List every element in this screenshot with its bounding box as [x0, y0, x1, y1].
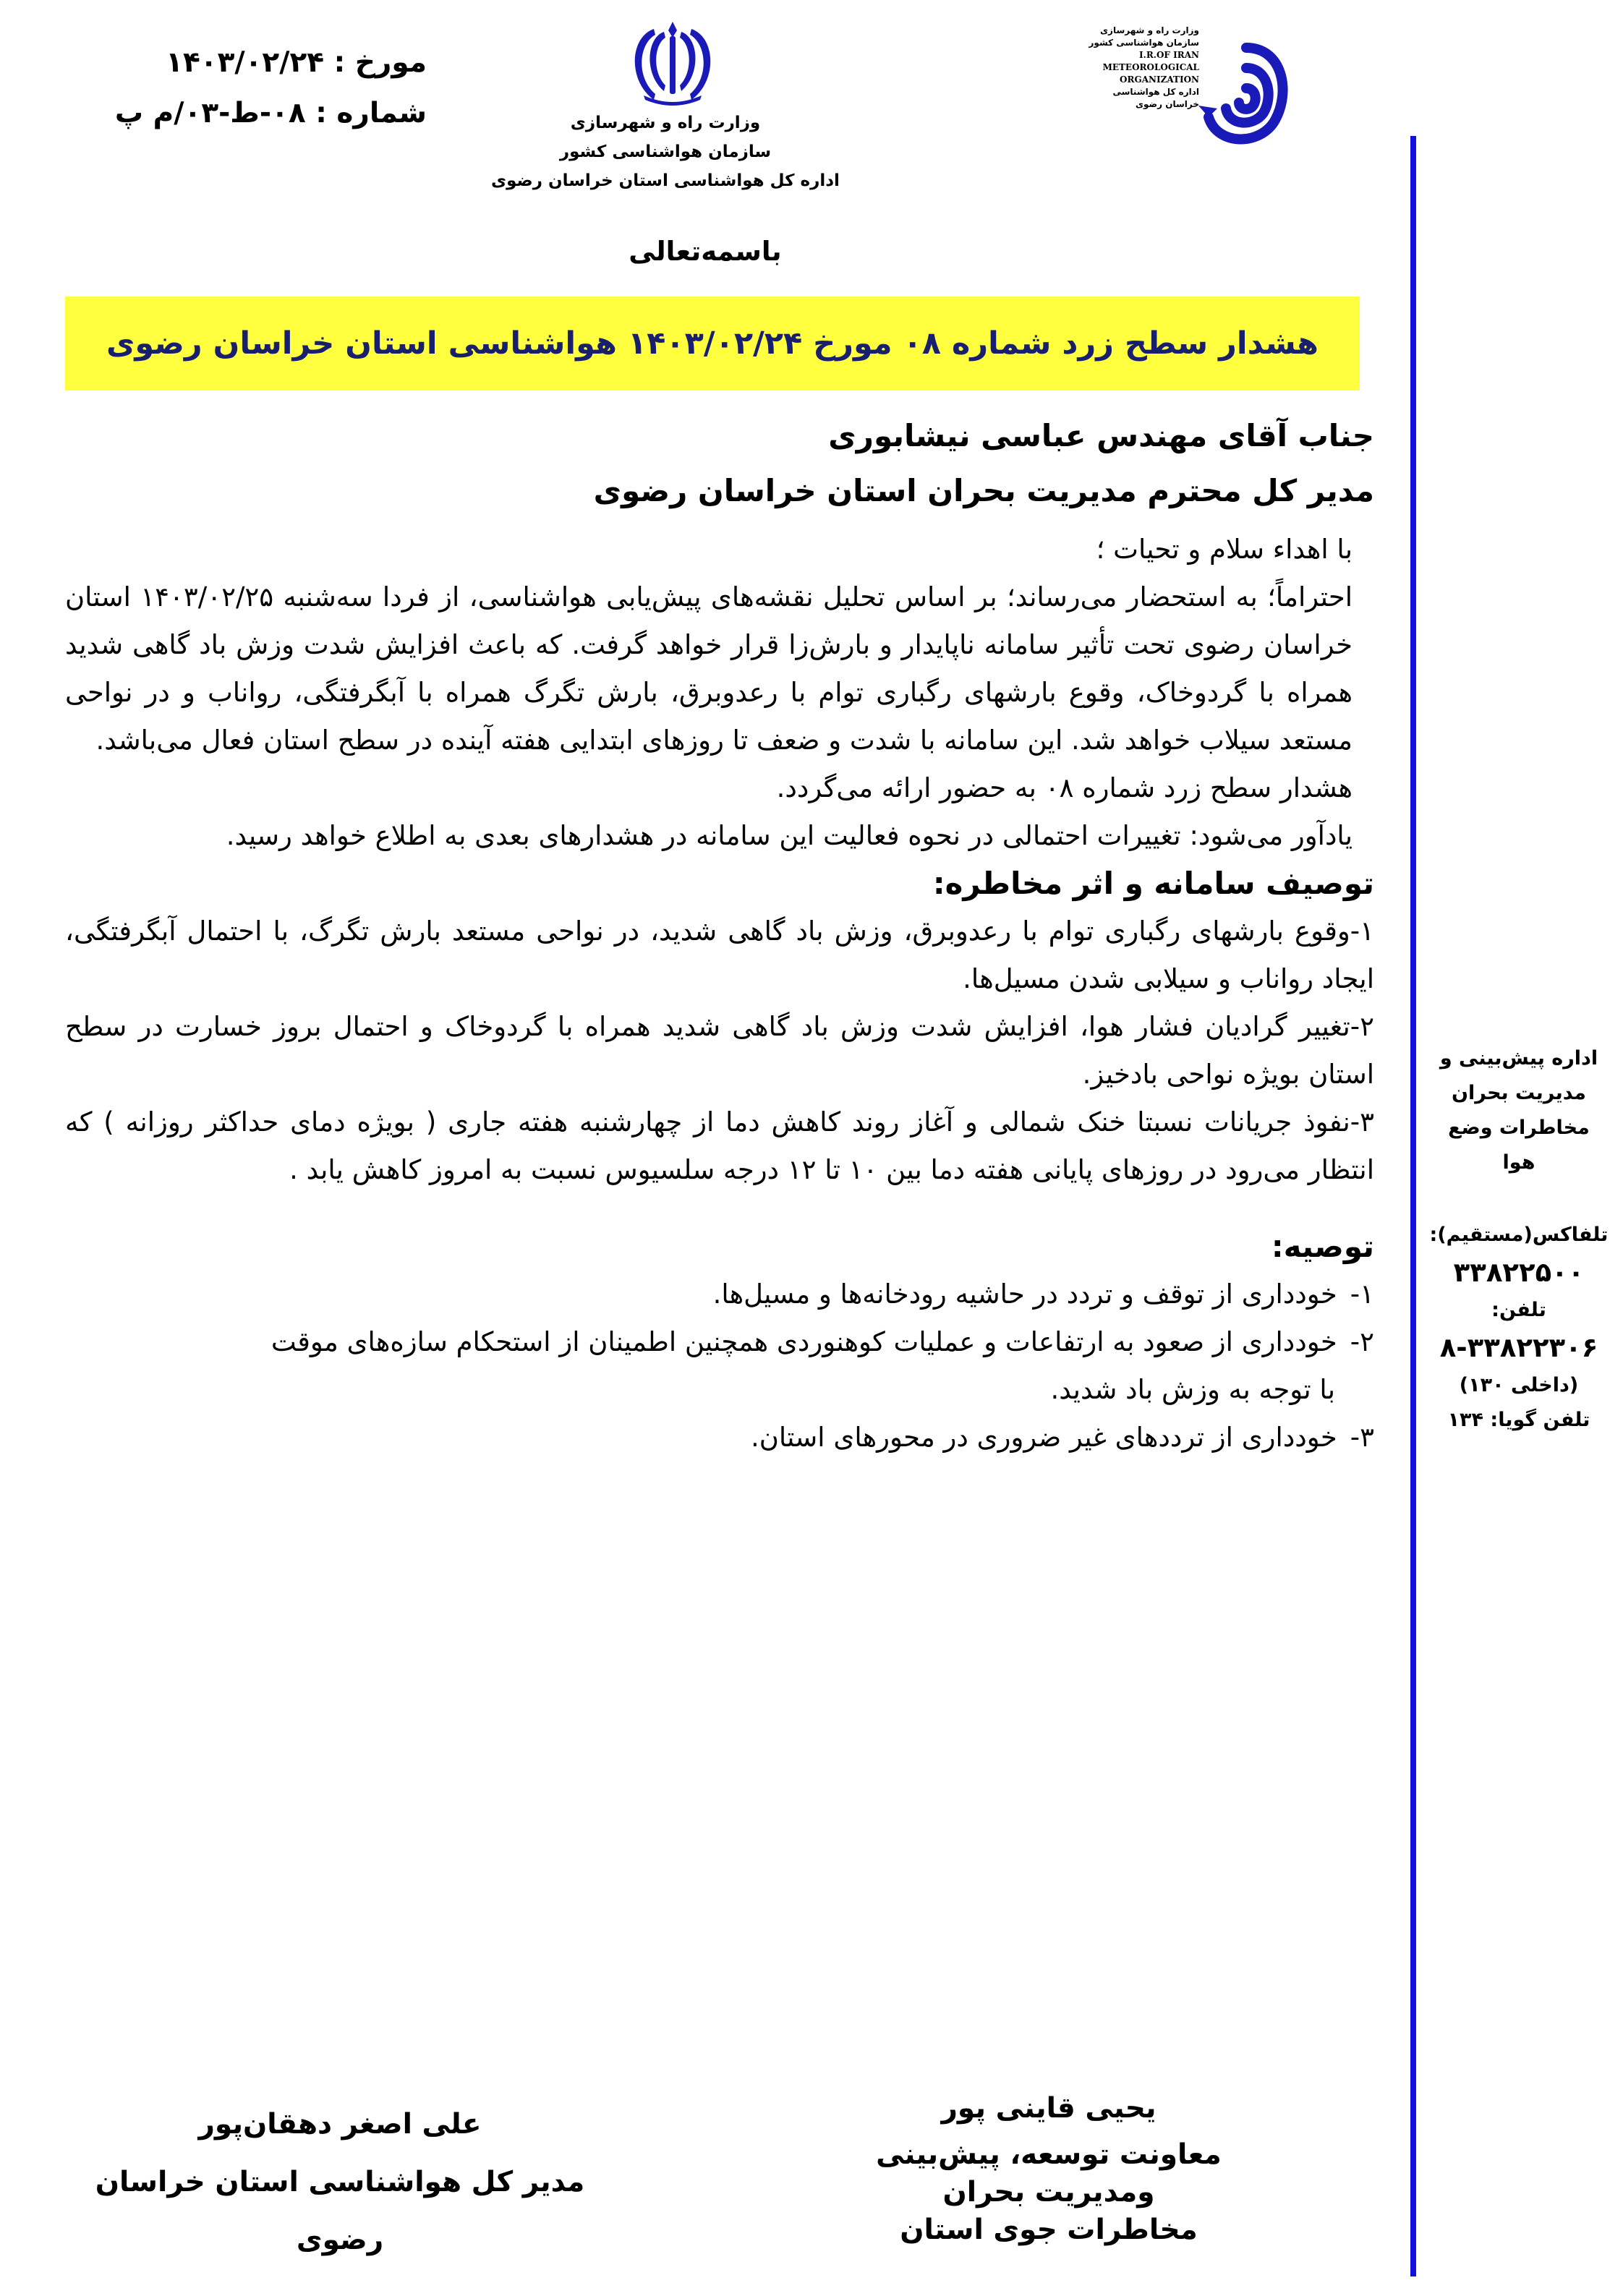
- recommendations-list: [65, 1271, 1374, 1461]
- sidebar-gap: [1421, 1180, 1616, 1218]
- signature-deputy-title-1: معاونت توسعه، پیش‌بینی ومدیریت بحران: [876, 2138, 1222, 2208]
- letter-body: [65, 409, 1374, 1461]
- logo-fa-ministry: وزارت راه و شهرسازی: [1100, 25, 1199, 35]
- sidebar-phone-label: تلفن:: [1491, 1299, 1546, 1321]
- logo-en-line2: METEOROLOGICAL: [1102, 62, 1199, 72]
- recommendation-number-1: ۱-: [1350, 1279, 1374, 1310]
- description-item-2: ۲-تغییر گرادیان فشار هوا، افزایش شدت وزش باد گاهی شدید همراه با گردوخاک و احتمال بروز خسارت در سطح استان بویژه نواحی بادخیز.: [65, 1011, 1374, 1090]
- sidebar-office-line3: مخاطرات وضع: [1448, 1117, 1590, 1139]
- addressee-name: جناب آقای مهندس عباسی نیشابوری: [828, 418, 1374, 453]
- recommendation-text-2: خودداری از صعود به ارتفاعات و عملیات کوهنوردی همچنین اطمینان از استحکام سازه‌های موقت: [270, 1326, 1337, 1357]
- logo-text: [1076, 25, 1199, 111]
- warning-banner: [65, 296, 1360, 391]
- basmeh-title: باسمه‌تعالی: [629, 236, 782, 267]
- letter-date: مورخ : ۱۴۰۳/۰۲/۲۴: [166, 46, 427, 79]
- logo-fa-org: سازمان هواشناسی کشور: [1089, 38, 1199, 48]
- description-title: توصیف سامانه و اثر مخاطره:: [932, 866, 1374, 901]
- sidebar-office-line4: هوا: [1502, 1151, 1535, 1174]
- recommendation-item-1: [65, 1271, 1374, 1318]
- recommendation-text-3: خودداری از ترددهای غیر ضروری در محورهای استان.: [750, 1422, 1337, 1453]
- spiral-logo-icon: [1196, 33, 1297, 156]
- margin-divider: [1410, 136, 1416, 2276]
- signature-director-title: مدیر کل هواشناسی استان خراسان رضوی: [95, 2166, 585, 2256]
- recommendation-text-2-continued: با توجه به وزش باد شدید.: [1050, 1374, 1335, 1405]
- sidebar-fax-label: تلفاکس(مستقیم):: [1429, 1224, 1609, 1246]
- signature-director-name: علی اصغر دهقان‌پور: [198, 2108, 482, 2141]
- description-item-3: ۳-نفوذ جریانات نسبتا خنک شمالی و آغاز روند کاهش دما از چهارشنبه هفته جاری ( بویژه دمای حداکثر روزانه ) که انتظار می‌رود در روزهای پایانی هفته دما بین ۱۰ تا ۱۲ درجه سلسیوس نسبت به امروز کاهش یابد .: [65, 1106, 1374, 1185]
- body-paragraph-2: هشدار سطح زرد شماره ۰۸ به حضور ارائه می‌گردد.: [776, 772, 1352, 803]
- recommendation-number-3: ۳-: [1350, 1422, 1374, 1453]
- body-paragraph-1: احتراماً؛ به استحضار می‌رساند؛ بر اساس تحلیل نقشه‌های پیش‌یابی هواشناسی، از فردا سه‌شنبه ۱۴۰۳/۰۲/۲۵ استان خراسان رضوی تحت تأثیر سامانه ناپایدار و بارش‌زا قرار خواهد گرفت. که باعث افزایش شدت وزش باد گاهی شدید همراه با گردوخاک، وقوع بارشهای رگباری توام با رعدوبرق، بارش تگرگ همراه با آبگرفتگی، رواناب و در نواحی مستعد سیلاب خواهد شد. این سامانه با شدت و ضعف تا روزهای ابتدایی هفته آینده در سطح استان فعال می‌باشد.: [65, 581, 1352, 756]
- addressee-title: مدیر کل محترم مدیریت بحران استان خراسان رضوی: [593, 473, 1374, 508]
- recommendation-item-2: [65, 1318, 1374, 1414]
- recommendation-text-1: خودداری از توقف و تردد در حاشیه رودخانه‌ها و مسیل‌ها.: [712, 1279, 1337, 1310]
- recommendation-number-2: ۲-: [1350, 1326, 1374, 1357]
- signature-deputy: [832, 2090, 1266, 2249]
- iran-emblem-icon: [622, 16, 723, 106]
- recommendation-item-3: [65, 1414, 1374, 1461]
- ministry-name: وزارت راه و شهرسازی: [570, 114, 761, 132]
- logo-en-line3: ORGANIZATION: [1120, 74, 1199, 85]
- ministry-header: [463, 108, 868, 195]
- warning-banner-text: هشدار سطح زرد شماره ۰۸ مورخ ۱۴۰۳/۰۲/۲۴ هواشناسی استان خراسان رضوی: [106, 325, 1319, 362]
- sidebar-extension: (داخلی ۱۳۰): [1459, 1374, 1579, 1396]
- logo-en-line1: I.R.OF IRAN: [1139, 50, 1199, 60]
- salutation: با اهداء سلام و تحیات ؛: [1096, 534, 1352, 565]
- meteorological-organization-logo: [1076, 19, 1300, 171]
- signature-deputy-name: یحیی قاینی پور: [941, 2092, 1156, 2125]
- sidebar-office-line2: مدیریت بحران: [1451, 1082, 1587, 1104]
- sidebar-phone-number: ۸-۳۳۸۲۲۳۰۶: [1439, 1332, 1598, 1363]
- sidebar-office-line1: اداره پیش‌بینی و: [1439, 1047, 1598, 1070]
- recommendations-title: توصیه:: [1271, 1229, 1374, 1264]
- logo-fa-office1: اداره کل هواشناسی: [1112, 87, 1199, 97]
- signature-director: [87, 2096, 593, 2269]
- description-item-1: ۱-وقوع بارشهای رگباری توام با رعدوبرق، وزش باد گاهی شدید، در نواحی مستعد بارش تگرگ، با احتمال آبگرفتگی، ایجاد رواناب و سیلابی شدن مسیل‌ها.: [65, 916, 1374, 994]
- sidebar-contact: [1421, 1041, 1616, 1438]
- organization-name: سازمان هواشناسی کشور: [559, 142, 772, 161]
- sidebar-ivr: تلفن گویا: ۱۳۴: [1447, 1409, 1590, 1431]
- body-paragraph-3: یادآور می‌شود: تغییرات احتمالی در نحوه فعالیت این سامانه در هشدارهای بعدی به اطلاع خواهد رسید.: [226, 820, 1352, 851]
- logo-fa-office2: خراسان رضوی: [1136, 99, 1199, 109]
- letter-number: شماره : ۰۸-ط-۰۳/م پ: [114, 97, 427, 129]
- signature-deputy-title-2: مخاطرات جوی استان: [900, 2214, 1198, 2246]
- letter-meta: [87, 38, 427, 139]
- sidebar-fax-number: ۳۳۸۲۲۵۰۰: [1453, 1257, 1585, 1288]
- directorate-name: اداره کل هواشناسی استان خراسان رضوی: [491, 171, 840, 190]
